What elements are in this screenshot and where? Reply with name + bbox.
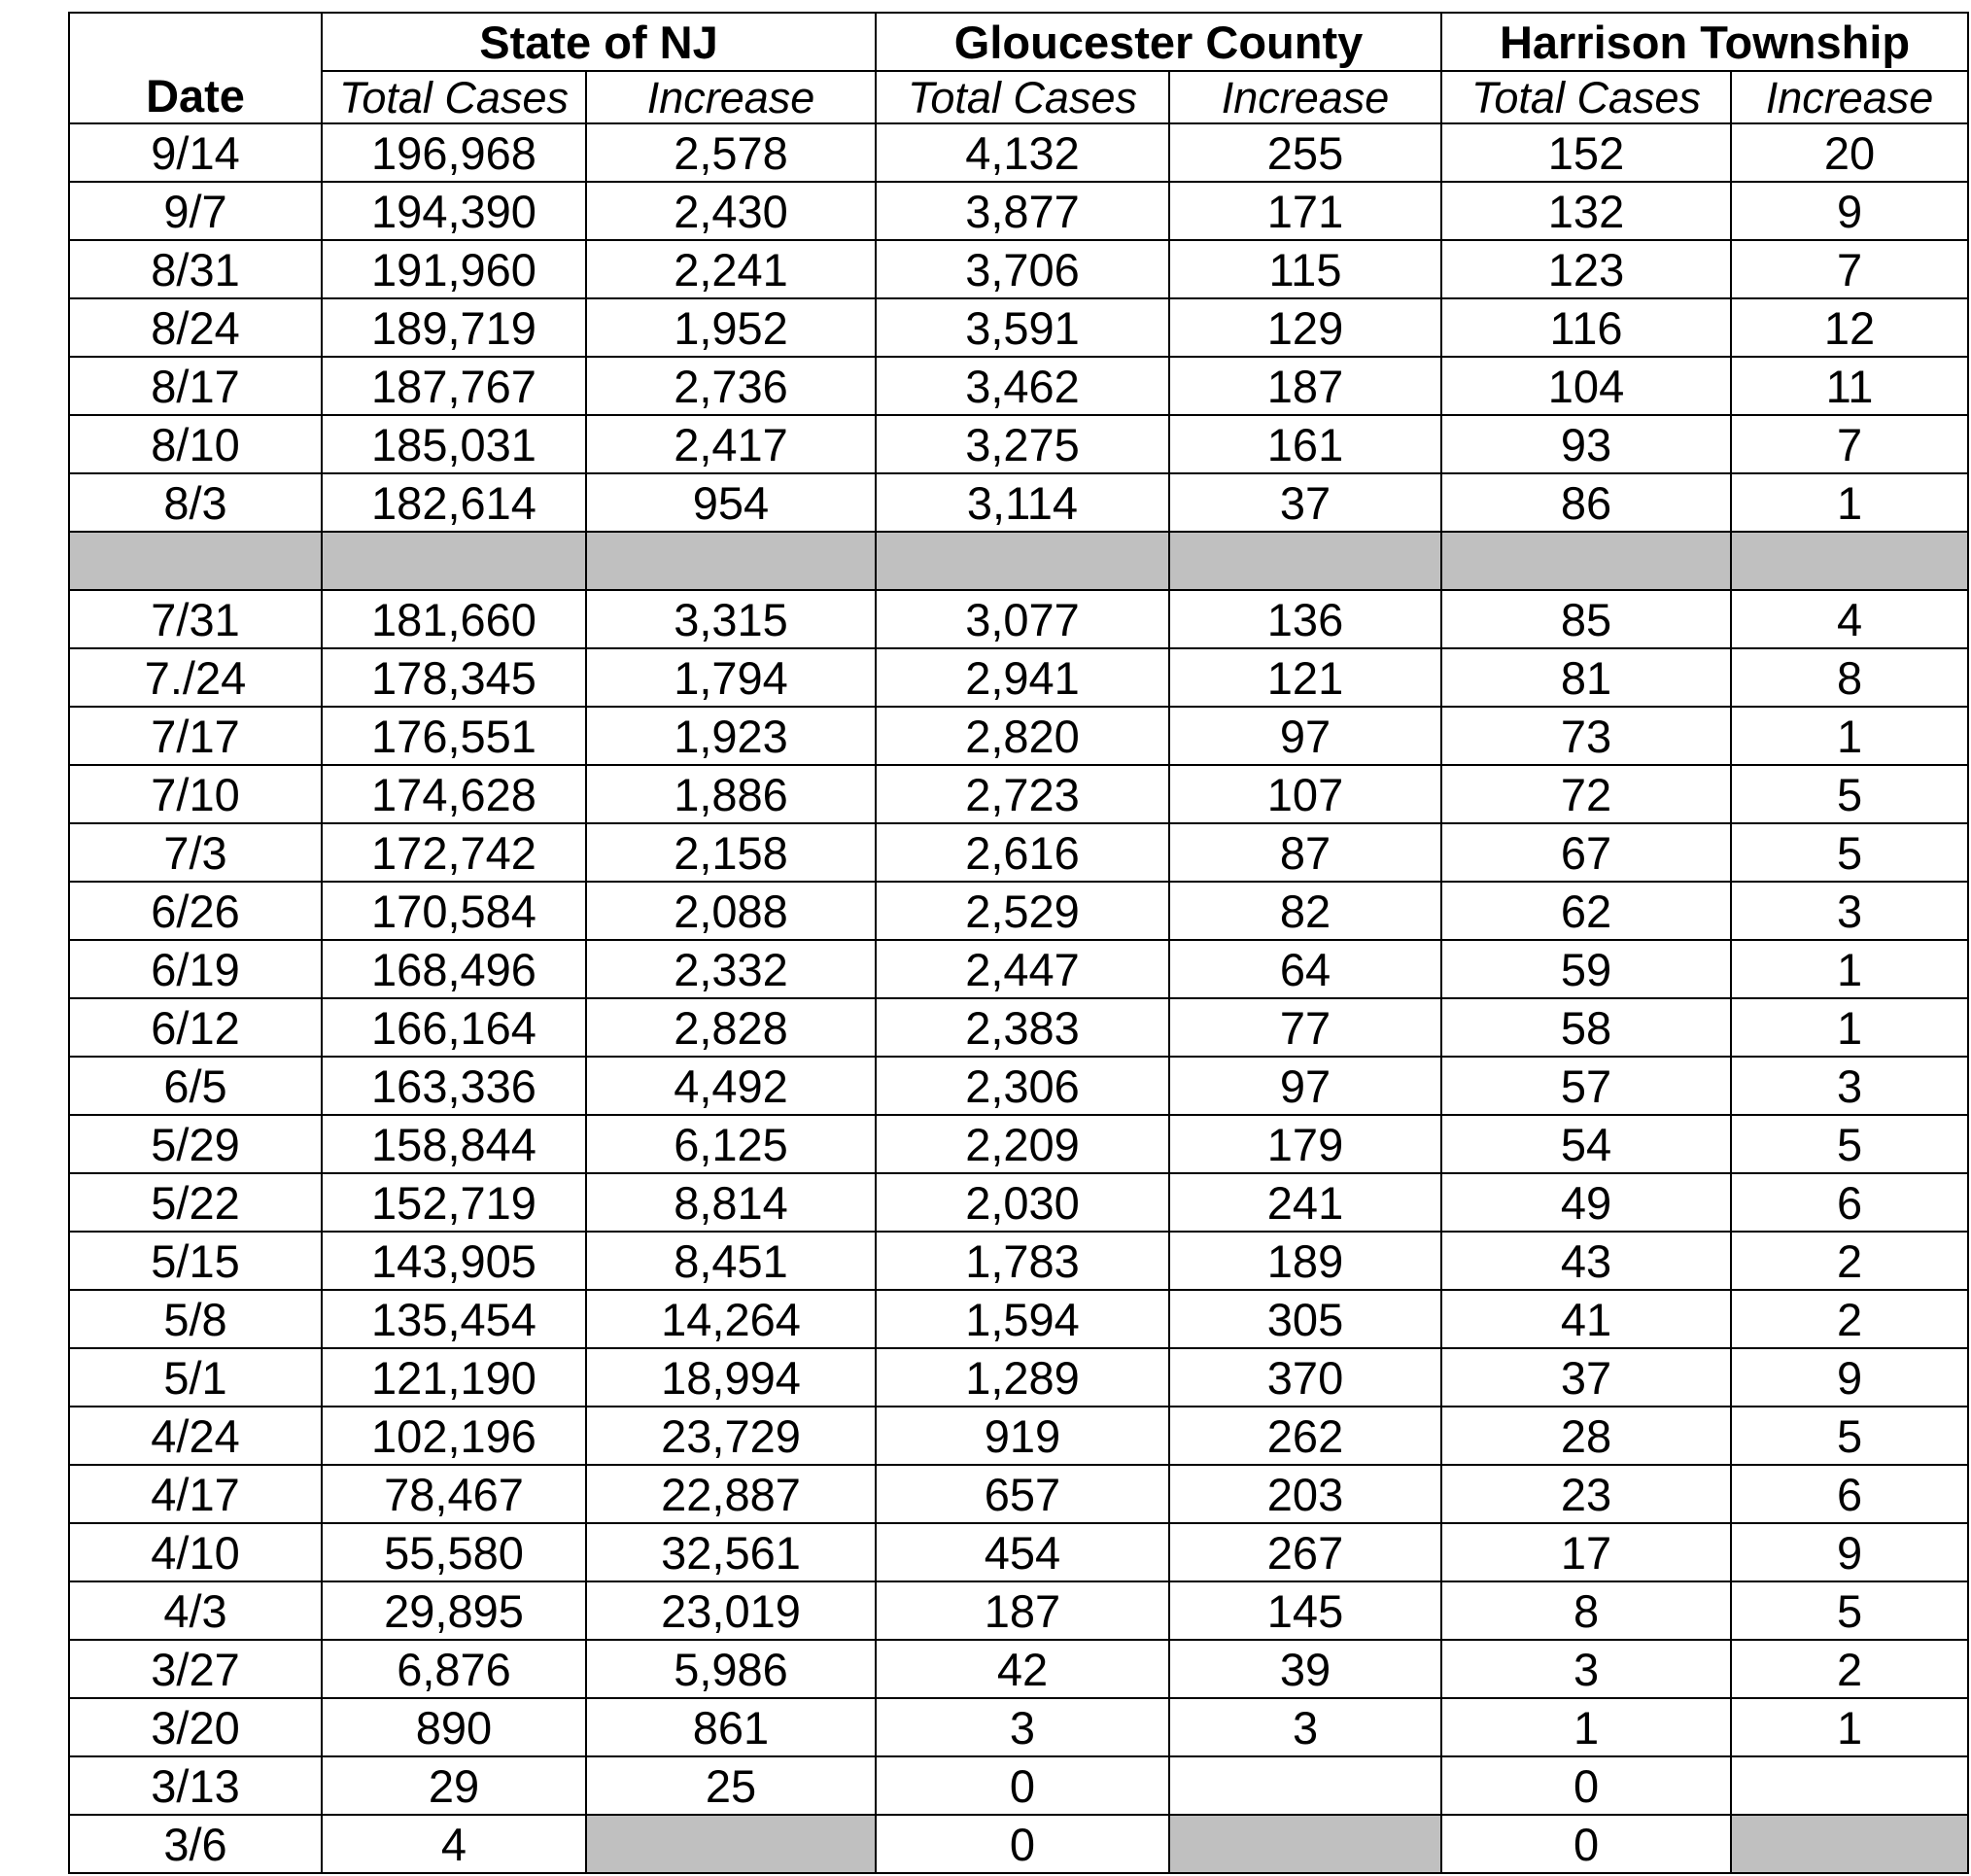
state-total-cell: 178,345 — [322, 648, 586, 707]
county-total-cell: 4,132 — [876, 123, 1169, 182]
date-cell: 7/3 — [69, 823, 322, 882]
county-increase-cell: 97 — [1169, 707, 1441, 765]
date-cell: 8/10 — [69, 415, 322, 473]
table-row — [69, 823, 1968, 882]
county-increase-cell: 262 — [1169, 1407, 1441, 1465]
date-cell: 9/14 — [69, 123, 322, 182]
date-cell: 7/10 — [69, 765, 322, 823]
table-row — [69, 1640, 1968, 1698]
county-increase-cell: 115 — [1169, 240, 1441, 298]
state-increase-cell: 4,492 — [586, 1057, 876, 1115]
township-increase-cell: 3 — [1731, 1057, 1968, 1115]
table-row — [69, 1115, 1968, 1173]
separator-cell — [876, 532, 1169, 590]
table-row — [69, 182, 1968, 240]
state-increase-cell: 1,952 — [586, 298, 876, 357]
county-total-cell: 3,462 — [876, 357, 1169, 415]
county-increase-cell: 82 — [1169, 882, 1441, 940]
county-total-cell: 3,077 — [876, 590, 1169, 648]
county-total-cell: 657 — [876, 1465, 1169, 1523]
state-total-cell: 102,196 — [322, 1407, 586, 1465]
group-header-state: State of NJ — [322, 13, 876, 71]
group-header-county: Gloucester County — [876, 13, 1441, 71]
township-increase-cell: 11 — [1731, 357, 1968, 415]
township-increase-cell: 9 — [1731, 1348, 1968, 1407]
date-cell: 6/12 — [69, 998, 322, 1057]
table-row — [69, 882, 1968, 940]
state-increase-cell: 3,315 — [586, 590, 876, 648]
county-total-cell: 2,447 — [876, 940, 1169, 998]
county-total-cell: 0 — [876, 1815, 1169, 1873]
state-total-cell: 174,628 — [322, 765, 586, 823]
county-total-cell: 454 — [876, 1523, 1169, 1581]
township-total-cell: 132 — [1441, 182, 1731, 240]
table-row — [69, 415, 1968, 473]
state-increase-cell: 18,994 — [586, 1348, 876, 1407]
township-total-cell: 123 — [1441, 240, 1731, 298]
township-total-cell: 57 — [1441, 1057, 1731, 1115]
state-total-cell: 152,719 — [322, 1173, 586, 1232]
header-sub-row — [69, 71, 1968, 123]
county-increase-cell: 179 — [1169, 1115, 1441, 1173]
subheader-county-increase: Increase — [1169, 71, 1441, 123]
township-total-cell: 67 — [1441, 823, 1731, 882]
state-increase-cell: 25 — [586, 1756, 876, 1815]
table-row — [69, 1407, 1968, 1465]
subheader-state-increase: Increase — [586, 71, 876, 123]
date-cell: 3/27 — [69, 1640, 322, 1698]
date-cell: 9/7 — [69, 182, 322, 240]
county-total-cell: 2,616 — [876, 823, 1169, 882]
date-cell: 8/31 — [69, 240, 322, 298]
county-total-cell: 42 — [876, 1640, 1169, 1698]
county-total-cell: 3 — [876, 1698, 1169, 1756]
township-total-cell: 85 — [1441, 590, 1731, 648]
separator-cell — [1441, 532, 1731, 590]
state-total-cell: 182,614 — [322, 473, 586, 532]
state-total-cell: 29,895 — [322, 1581, 586, 1640]
table-body-recent — [69, 123, 1968, 532]
county-total-cell: 2,306 — [876, 1057, 1169, 1115]
state-total-cell: 29 — [322, 1756, 586, 1815]
date-cell: 5/8 — [69, 1290, 322, 1348]
date-cell: 8/3 — [69, 473, 322, 532]
table-separator — [69, 532, 1968, 590]
township-total-cell: 8 — [1441, 1581, 1731, 1640]
county-total-cell: 2,941 — [876, 648, 1169, 707]
state-total-cell: 185,031 — [322, 415, 586, 473]
county-increase-cell: 187 — [1169, 357, 1441, 415]
township-total-cell: 86 — [1441, 473, 1731, 532]
state-total-cell: 163,336 — [322, 1057, 586, 1115]
county-increase-cell: 87 — [1169, 823, 1441, 882]
state-increase-cell: 2,088 — [586, 882, 876, 940]
county-increase-cell: 145 — [1169, 1581, 1441, 1640]
separator-row — [69, 532, 1968, 590]
county-increase-cell: 64 — [1169, 940, 1441, 998]
county-total-cell: 1,289 — [876, 1348, 1169, 1407]
township-increase-cell: 2 — [1731, 1290, 1968, 1348]
state-increase-cell: 23,729 — [586, 1407, 876, 1465]
group-header-township: Harrison Township — [1441, 13, 1968, 71]
township-total-cell: 73 — [1441, 707, 1731, 765]
county-total-cell: 2,529 — [876, 882, 1169, 940]
separator-cell — [322, 532, 586, 590]
township-increase-cell: 5 — [1731, 1115, 1968, 1173]
separator-cell — [586, 532, 876, 590]
state-total-cell: 172,742 — [322, 823, 586, 882]
covid-cases-table — [68, 12, 1969, 1874]
township-total-cell: 116 — [1441, 298, 1731, 357]
separator-cell — [69, 532, 322, 590]
township-total-cell: 41 — [1441, 1290, 1731, 1348]
township-increase-cell: 7 — [1731, 240, 1968, 298]
county-total-cell: 919 — [876, 1407, 1169, 1465]
state-total-cell: 121,190 — [322, 1348, 586, 1407]
table-row — [69, 1815, 1968, 1873]
township-total-cell: 23 — [1441, 1465, 1731, 1523]
date-column-header: Date — [69, 13, 322, 123]
county-total-cell: 1,594 — [876, 1290, 1169, 1348]
county-total-cell: 2,030 — [876, 1173, 1169, 1232]
table-row — [69, 940, 1968, 998]
state-total-cell: 176,551 — [322, 707, 586, 765]
state-increase-cell: 2,417 — [586, 415, 876, 473]
table-row — [69, 1173, 1968, 1232]
date-cell: 6/5 — [69, 1057, 322, 1115]
table-row — [69, 765, 1968, 823]
state-increase-cell: 1,923 — [586, 707, 876, 765]
township-total-cell: 93 — [1441, 415, 1731, 473]
county-increase-cell: 241 — [1169, 1173, 1441, 1232]
county-increase-cell: 3 — [1169, 1698, 1441, 1756]
date-cell: 5/22 — [69, 1173, 322, 1232]
state-total-cell: 158,844 — [322, 1115, 586, 1173]
township-increase-cell: 12 — [1731, 298, 1968, 357]
township-total-cell: 81 — [1441, 648, 1731, 707]
date-cell: 5/15 — [69, 1232, 322, 1290]
table-body-earlier — [69, 590, 1968, 1873]
county-total-cell: 2,209 — [876, 1115, 1169, 1173]
county-total-cell: 3,877 — [876, 182, 1169, 240]
blank-gray-cell — [1169, 1815, 1441, 1873]
subheader-county-total: Total Cases — [876, 71, 1169, 123]
state-total-cell: 78,467 — [322, 1465, 586, 1523]
state-total-cell: 189,719 — [322, 298, 586, 357]
state-increase-cell: 2,241 — [586, 240, 876, 298]
table-row — [69, 1523, 1968, 1581]
date-cell: 8/24 — [69, 298, 322, 357]
table-row — [69, 473, 1968, 532]
date-cell: 4/3 — [69, 1581, 322, 1640]
township-increase-cell: 5 — [1731, 765, 1968, 823]
date-cell: 4/10 — [69, 1523, 322, 1581]
county-increase-cell: 305 — [1169, 1290, 1441, 1348]
county-total-cell: 3,591 — [876, 298, 1169, 357]
township-increase-cell: 4 — [1731, 590, 1968, 648]
state-increase-cell: 954 — [586, 473, 876, 532]
county-increase-cell — [1169, 1756, 1441, 1815]
township-total-cell: 0 — [1441, 1815, 1731, 1873]
subheader-township-total: Total Cases — [1441, 71, 1731, 123]
blank-gray-cell — [586, 1815, 876, 1873]
date-cell: 8/17 — [69, 357, 322, 415]
state-increase-cell: 8,451 — [586, 1232, 876, 1290]
county-increase-cell: 77 — [1169, 998, 1441, 1057]
county-increase-cell: 255 — [1169, 123, 1441, 182]
township-increase-cell: 1 — [1731, 1698, 1968, 1756]
date-cell: 4/17 — [69, 1465, 322, 1523]
state-increase-cell: 2,332 — [586, 940, 876, 998]
header-group-row — [69, 13, 1968, 71]
table-row — [69, 1698, 1968, 1756]
separator-cell — [1169, 532, 1441, 590]
county-increase-cell: 203 — [1169, 1465, 1441, 1523]
state-total-cell: 55,580 — [322, 1523, 586, 1581]
date-cell: 7/17 — [69, 707, 322, 765]
state-increase-cell: 2,828 — [586, 998, 876, 1057]
township-total-cell: 104 — [1441, 357, 1731, 415]
state-increase-cell: 8,814 — [586, 1173, 876, 1232]
blank-gray-cell — [1731, 1815, 1968, 1873]
township-total-cell: 0 — [1441, 1756, 1731, 1815]
county-increase-cell: 161 — [1169, 415, 1441, 473]
state-total-cell: 166,164 — [322, 998, 586, 1057]
township-increase-cell — [1731, 1756, 1968, 1815]
table-row — [69, 648, 1968, 707]
county-total-cell: 187 — [876, 1581, 1169, 1640]
state-total-cell: 181,660 — [322, 590, 586, 648]
table-row — [69, 1581, 1968, 1640]
township-total-cell: 59 — [1441, 940, 1731, 998]
date-cell: 3/6 — [69, 1815, 322, 1873]
state-increase-cell: 14,264 — [586, 1290, 876, 1348]
state-total-cell: 4 — [322, 1815, 586, 1873]
township-total-cell: 3 — [1441, 1640, 1731, 1698]
township-total-cell: 1 — [1441, 1698, 1731, 1756]
table-row — [69, 298, 1968, 357]
township-total-cell: 54 — [1441, 1115, 1731, 1173]
township-increase-cell: 3 — [1731, 882, 1968, 940]
township-total-cell: 37 — [1441, 1348, 1731, 1407]
township-total-cell: 62 — [1441, 882, 1731, 940]
state-increase-cell: 2,430 — [586, 182, 876, 240]
state-total-cell: 196,968 — [322, 123, 586, 182]
county-total-cell: 3,114 — [876, 473, 1169, 532]
county-total-cell: 2,723 — [876, 765, 1169, 823]
date-cell: 3/20 — [69, 1698, 322, 1756]
state-increase-cell: 2,736 — [586, 357, 876, 415]
township-total-cell: 72 — [1441, 765, 1731, 823]
state-total-cell: 168,496 — [322, 940, 586, 998]
county-increase-cell: 171 — [1169, 182, 1441, 240]
state-increase-cell: 6,125 — [586, 1115, 876, 1173]
county-increase-cell: 121 — [1169, 648, 1441, 707]
county-increase-cell: 39 — [1169, 1640, 1441, 1698]
state-increase-cell: 1,886 — [586, 765, 876, 823]
date-cell: 6/19 — [69, 940, 322, 998]
township-increase-cell: 6 — [1731, 1465, 1968, 1523]
state-increase-cell: 32,561 — [586, 1523, 876, 1581]
date-cell: 5/1 — [69, 1348, 322, 1407]
county-increase-cell: 267 — [1169, 1523, 1441, 1581]
county-increase-cell: 189 — [1169, 1232, 1441, 1290]
state-increase-cell: 1,794 — [586, 648, 876, 707]
township-increase-cell: 8 — [1731, 648, 1968, 707]
table-row — [69, 707, 1968, 765]
county-total-cell: 2,383 — [876, 998, 1169, 1057]
state-total-cell: 6,876 — [322, 1640, 586, 1698]
township-increase-cell: 2 — [1731, 1640, 1968, 1698]
state-total-cell: 143,905 — [322, 1232, 586, 1290]
township-increase-cell: 5 — [1731, 1407, 1968, 1465]
table-row — [69, 1232, 1968, 1290]
county-increase-cell: 129 — [1169, 298, 1441, 357]
table-row — [69, 1465, 1968, 1523]
township-increase-cell: 1 — [1731, 707, 1968, 765]
township-increase-cell: 1 — [1731, 940, 1968, 998]
township-total-cell: 58 — [1441, 998, 1731, 1057]
table-row — [69, 998, 1968, 1057]
table-row — [69, 357, 1968, 415]
separator-cell — [1731, 532, 1968, 590]
table-row — [69, 240, 1968, 298]
township-total-cell: 43 — [1441, 1232, 1731, 1290]
state-total-cell: 191,960 — [322, 240, 586, 298]
township-increase-cell: 5 — [1731, 1581, 1968, 1640]
date-cell: 7./24 — [69, 648, 322, 707]
table-row — [69, 1348, 1968, 1407]
state-total-cell: 135,454 — [322, 1290, 586, 1348]
county-increase-cell: 370 — [1169, 1348, 1441, 1407]
county-total-cell: 2,820 — [876, 707, 1169, 765]
table-row — [69, 1756, 1968, 1815]
county-total-cell: 0 — [876, 1756, 1169, 1815]
township-increase-cell: 1 — [1731, 998, 1968, 1057]
date-cell: 7/31 — [69, 590, 322, 648]
township-increase-cell: 7 — [1731, 415, 1968, 473]
date-cell: 4/24 — [69, 1407, 322, 1465]
state-total-cell: 194,390 — [322, 182, 586, 240]
table-row — [69, 1057, 1968, 1115]
township-increase-cell: 6 — [1731, 1173, 1968, 1232]
date-cell: 3/13 — [69, 1756, 322, 1815]
state-increase-cell: 861 — [586, 1698, 876, 1756]
state-total-cell: 170,584 — [322, 882, 586, 940]
table-row — [69, 1290, 1968, 1348]
county-increase-cell: 97 — [1169, 1057, 1441, 1115]
state-total-cell: 890 — [322, 1698, 586, 1756]
table-row — [69, 590, 1968, 648]
township-increase-cell: 9 — [1731, 1523, 1968, 1581]
county-increase-cell: 136 — [1169, 590, 1441, 648]
subheader-township-increase: Increase — [1731, 71, 1968, 123]
date-cell: 5/29 — [69, 1115, 322, 1173]
township-increase-cell: 2 — [1731, 1232, 1968, 1290]
state-increase-cell: 23,019 — [586, 1581, 876, 1640]
state-increase-cell: 5,986 — [586, 1640, 876, 1698]
state-total-cell: 187,767 — [322, 357, 586, 415]
state-increase-cell: 22,887 — [586, 1465, 876, 1523]
township-total-cell: 28 — [1441, 1407, 1731, 1465]
township-total-cell: 49 — [1441, 1173, 1731, 1232]
county-increase-cell: 37 — [1169, 473, 1441, 532]
township-increase-cell: 9 — [1731, 182, 1968, 240]
township-total-cell: 17 — [1441, 1523, 1731, 1581]
county-total-cell: 3,275 — [876, 415, 1169, 473]
state-increase-cell: 2,578 — [586, 123, 876, 182]
township-total-cell: 152 — [1441, 123, 1731, 182]
state-increase-cell: 2,158 — [586, 823, 876, 882]
county-total-cell: 1,783 — [876, 1232, 1169, 1290]
county-increase-cell: 107 — [1169, 765, 1441, 823]
township-increase-cell: 20 — [1731, 123, 1968, 182]
date-cell: 6/26 — [69, 882, 322, 940]
county-total-cell: 3,706 — [876, 240, 1169, 298]
township-increase-cell: 1 — [1731, 473, 1968, 532]
subheader-state-total: Total Cases — [322, 71, 586, 123]
township-increase-cell: 5 — [1731, 823, 1968, 882]
table-row — [69, 123, 1968, 182]
